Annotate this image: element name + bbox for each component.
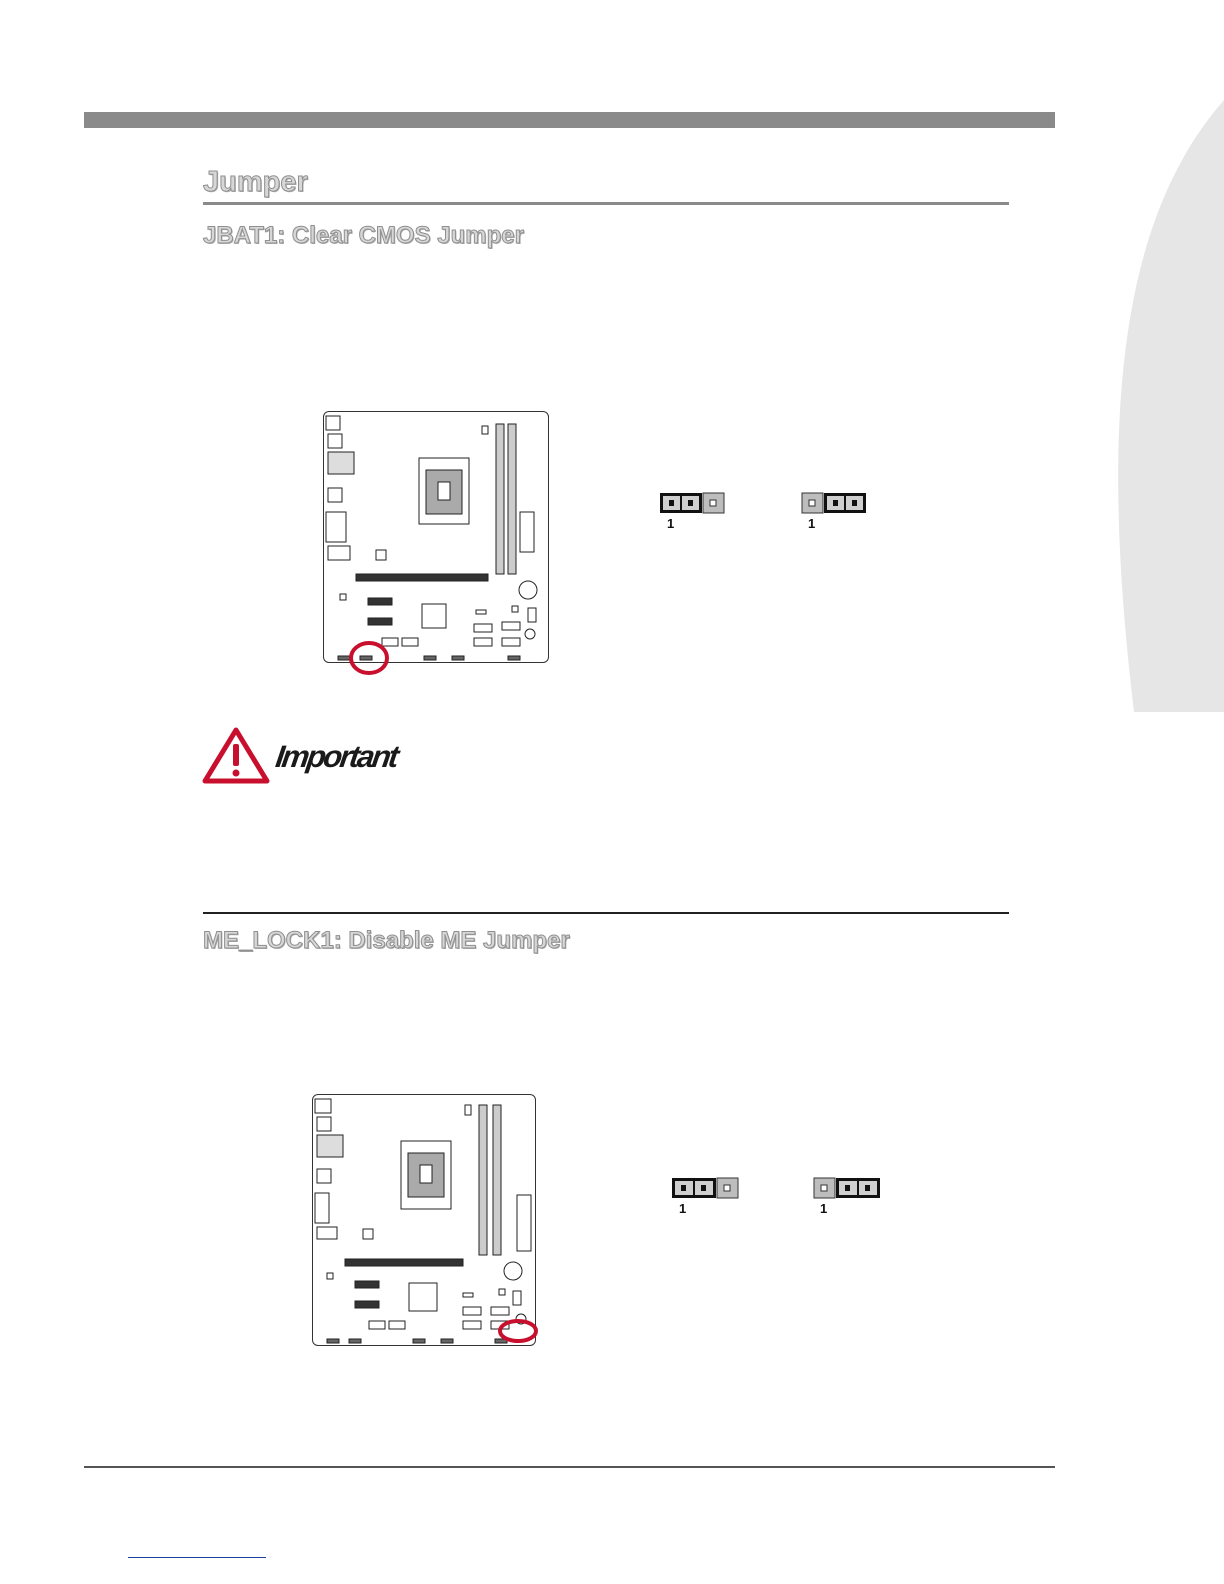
bottom-rule <box>84 1466 1055 1468</box>
me-lock1-divider <box>203 912 1009 914</box>
jbat1-motherboard-diagram <box>323 411 549 663</box>
jbat1-title: JBAT1: Clear CMOS Jumper <box>203 222 524 249</box>
me-lock1-jumper-normal <box>671 1177 739 1199</box>
jbat1-pin1-label-a: 1 <box>667 516 675 531</box>
me-lock1-motherboard-diagram <box>312 1094 536 1346</box>
jbat1-jumper-keep-data <box>659 492 725 514</box>
jbat1-jumper-clear-data <box>801 492 867 514</box>
me-lock1-location-marker <box>497 1317 539 1345</box>
me-lock1-title: ME_LOCK1: Disable ME Jumper <box>203 927 570 954</box>
footer-link-underline <box>128 1557 266 1558</box>
me-lock1-pin1-label-a: 1 <box>679 1201 687 1216</box>
important-title: Important <box>273 739 399 774</box>
me-lock1-pin1-label-b: 1 <box>820 1201 828 1216</box>
chapter-side-tab <box>1059 100 1224 712</box>
jbat1-pin1-label-b: 1 <box>808 516 816 531</box>
section-title-rule <box>203 202 1009 205</box>
me-lock1-jumper-disable <box>813 1177 881 1199</box>
section-title: Jumper <box>203 166 308 198</box>
jbat1-location-marker <box>348 640 390 676</box>
top-rule <box>84 112 1055 128</box>
warning-icon <box>202 726 270 784</box>
